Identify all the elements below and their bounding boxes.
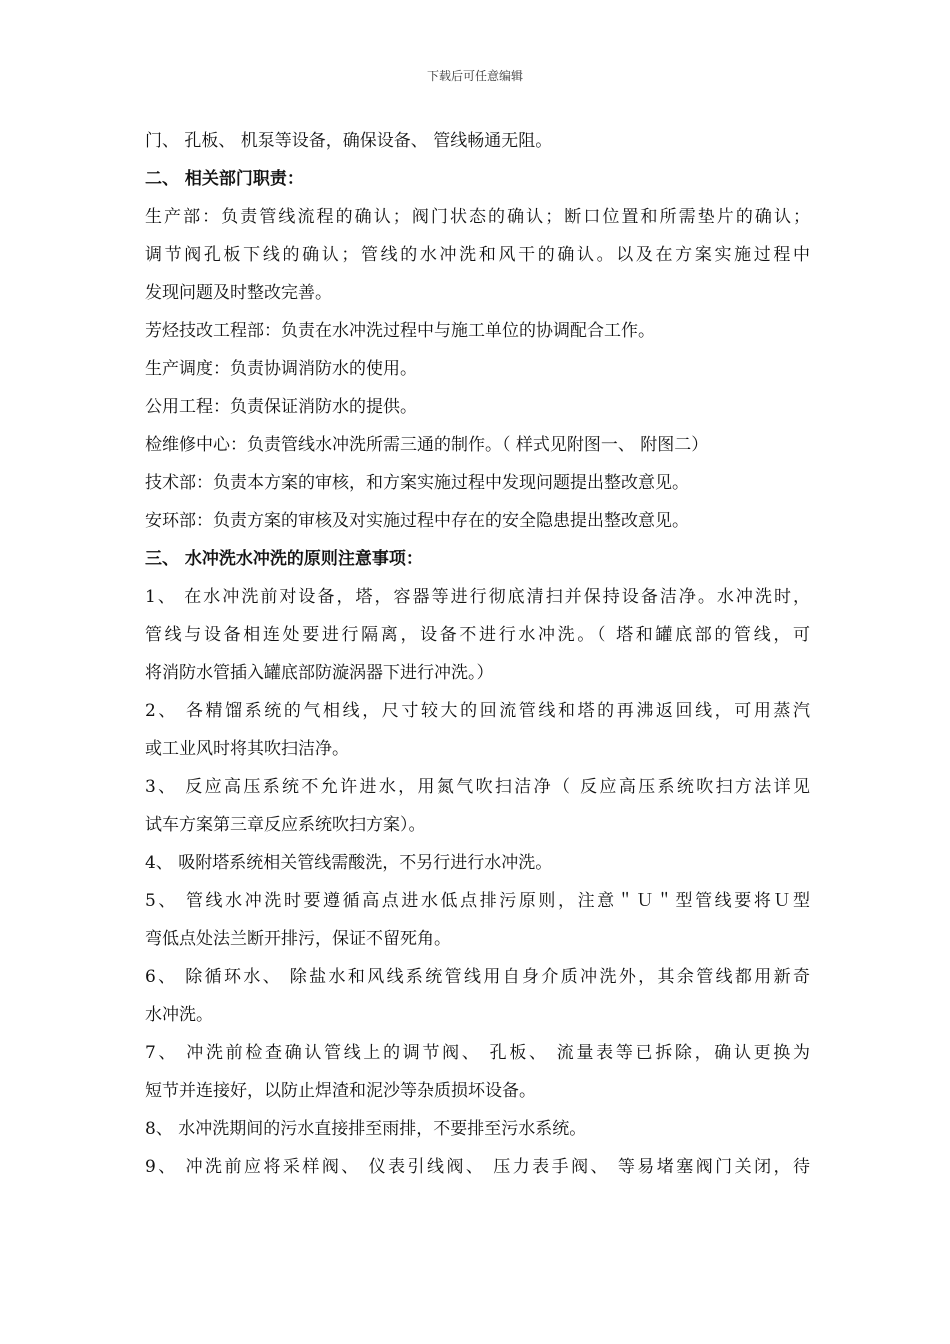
text-line: 芳烃技改工程部：负责在水冲洗过程中与施工单位的协调配合工作。	[145, 321, 655, 341]
text-line: 公用工程：负责保证消防水的提供。	[145, 397, 417, 417]
text-line: 生产调度：负责协调消防水的使用。	[145, 359, 417, 379]
text-line: 管线与设备相连处要进行隔离，设备不进行水冲洗。（ 塔和罐底部的管线，可	[145, 625, 810, 645]
text-line: 或工业风时将其吹扫洁净。	[145, 739, 349, 759]
text-line: 调节阀孔板下线的确认；管线的水冲洗和风干的确认。以及在方案实施过程中	[145, 245, 810, 265]
text-line: 9、 冲洗前应将采样阀、 仪表引线阀、 压力表手阀、 等易堵塞阀门关闭，待	[145, 1157, 810, 1177]
text-line: 发现问题及时整改完善。	[145, 283, 332, 303]
section-heading: 三、 水冲洗水冲洗的原则注意事项：	[145, 549, 423, 569]
text-line: 4、 吸附塔系统相关管线需酸洗，不另行进行水冲洗。	[145, 853, 553, 873]
text-line: 2、 各精馏系统的气相线，尺寸较大的回流管线和塔的再沸返回线，可用蒸汽	[145, 701, 810, 721]
text-line: 将消防水管插入罐底部防漩涡器下进行冲洗。）	[145, 663, 494, 683]
page-header: 下载后可任意编辑	[426, 69, 523, 83]
text-line: 门、 孔板、 机泵等设备，确保设备、 管线畅通无阻。	[145, 131, 553, 151]
text-line: 3、 反应高压系统不允许进水，用氮气吹扫洁净（ 反应高压系统吹扫方法详见	[145, 777, 810, 797]
text-line: 检维修中心：负责管线水冲洗所需三通的制作。（ 样式见附图一、 附图二）	[145, 435, 709, 455]
text-line: 生产部：负责管线流程的确认；阀门状态的确认；断口位置和所需垫片的确认；	[145, 207, 810, 227]
text-line: 8、 水冲洗期间的污水直接排至雨排，不要排至污水系统。	[145, 1119, 587, 1139]
text-line: 安环部：负责方案的审核及对实施过程中存在的安全隐患提出整改意见。	[145, 511, 689, 531]
document-body	[145, 122, 810, 1186]
text-line: 7、 冲洗前检查确认管线上的调节阀、 孔板、 流量表等已拆除，确认更换为	[145, 1043, 810, 1063]
text-line: 5、 管线水冲洗时要遵循高点进水低点排污原则，注意＂Ｕ＂型管线要将Ｕ型	[145, 891, 810, 911]
text-line: 弯低点处法兰断开排污，保证不留死角。	[145, 929, 451, 949]
text-line: 技术部：负责本方案的审核，和方案实施过程中发现问题提出整改意见。	[145, 473, 689, 493]
text-line: 1、 在水冲洗前对设备，塔，容器等进行彻底清扫并保持设备洁净。水冲洗时，	[145, 587, 810, 607]
text-line: 试车方案第三章反应系统吹扫方案）。	[145, 815, 426, 835]
text-line: 水冲洗。	[145, 1005, 213, 1025]
text-line: 短节并连接好，以防止焊渣和泥沙等杂质损坏设备。	[145, 1081, 536, 1101]
text-line: 6、 除循环水、 除盐水和风线系统管线用自身介质冲洗外，其余管线都用新奇	[145, 967, 810, 987]
section-heading: 二、 相关部门职责：	[145, 169, 304, 189]
